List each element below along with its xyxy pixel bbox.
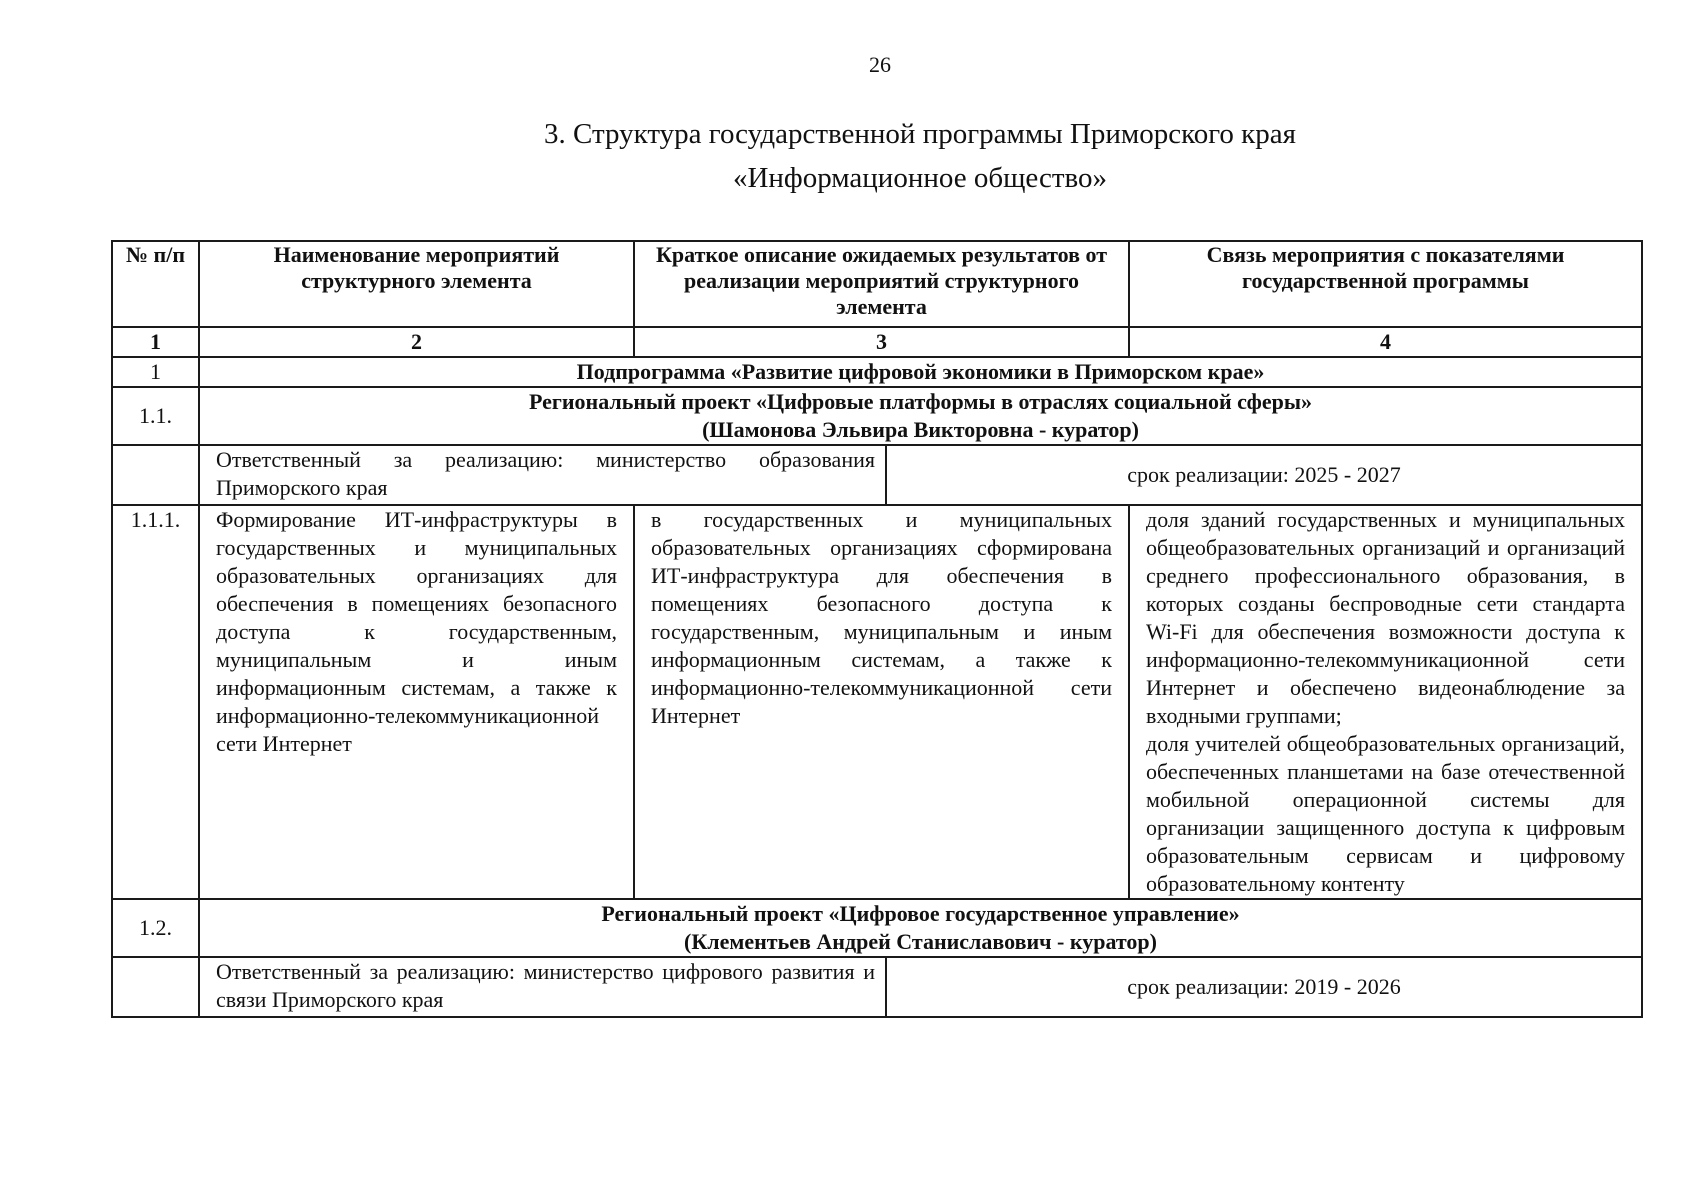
subprogram-title: Подпрограмма «Развитие цифровой экономики в Приморском крае» (199, 357, 1642, 387)
column-number: 3 (634, 327, 1129, 357)
project-name: Региональный проект «Цифровое государственное управление» (601, 901, 1240, 926)
project-curator: (Клементьев Андрей Станиславович - куратор) (684, 929, 1157, 954)
column-number: 1 (112, 327, 199, 357)
responsible-cell (199, 445, 1642, 505)
subprogram-row (112, 357, 1642, 387)
period-text: срок реализации: 2025 - 2027 (1127, 462, 1401, 487)
column-number-row (112, 327, 1642, 357)
project-title (199, 387, 1642, 445)
indicator-text: доля учителей общеобразовательных организаций, обеспеченных планшетами на базе отечественной мобильной операционной системы для организации защищенного доступа к цифровым образовательным сервисам и цифровому образовательному контенту (1146, 731, 1625, 896)
row-number: 1 (112, 357, 199, 387)
header-link: Связь мероприятия с показателями государственной программы (1129, 241, 1642, 327)
indicator-text: доля зданий государственных и муниципальных общеобразовательных организаций и организаций среднего профессионального образования, в которых созданы беспроводные сети стандарта Wi-Fi для обеспечения возможности доступа к информационно-телекоммуникационной сети Интернет и обеспечено видеонаблюдение за входными группами; (1146, 507, 1625, 728)
empty-number-cell (112, 445, 199, 505)
responsible-row (112, 445, 1642, 505)
responsible-text: Ответственный за реализацию: министерство цифрового развития и связи Приморского края (200, 958, 887, 1016)
activity-description: в государственных и муниципальных образовательных организациях сформирована ИТ-инфраструктура для обеспечения в помещениях безопасного доступа к государственным, муниципальным и иным информационным системам, а также к информационно-телекоммуникационной сети Интернет (634, 505, 1129, 899)
document-title: 3. Структура государственной программы Приморского края (544, 118, 1296, 150)
row-number: 1.2. (112, 899, 199, 957)
project-row (112, 387, 1642, 445)
project-row (112, 899, 1642, 957)
activity-name: Формирование ИТ-инфраструктуры в государственных и муниципальных образовательных организациях для обеспечения в помещениях безопасного доступа к государственным, муниципальным и иным информационным системам, а также к информационно-телекоммуникационной сети Интернет (199, 505, 634, 899)
row-number: 1.1. (112, 387, 199, 445)
table-header-row (112, 241, 1642, 327)
responsible-cell (199, 957, 1642, 1017)
header-name: Наименование мероприятий структурного элемента (199, 241, 634, 327)
project-name: Региональный проект «Цифровые платформы в отраслях социальной сферы» (528, 389, 1313, 414)
column-number: 2 (199, 327, 634, 357)
activity-row (112, 505, 1642, 899)
row-number: 1.1.1. (112, 505, 199, 899)
column-number: 4 (1129, 327, 1642, 357)
responsible-text: Ответственный за реализацию: министерство образования Приморского края (200, 446, 887, 504)
empty-number-cell (112, 957, 199, 1017)
header-num: № п/п (112, 241, 199, 327)
responsible-row (112, 957, 1642, 1017)
project-title (199, 899, 1642, 957)
period-text: срок реализации: 2019 - 2026 (1127, 974, 1401, 999)
header-description: Краткое описание ожидаемых результатов от реализации мероприятий структурного элемента (634, 241, 1129, 327)
document-subtitle: «Информационное общество» (732, 162, 1108, 194)
program-structure-table (111, 240, 1643, 1018)
activity-indicators (1129, 505, 1642, 899)
page-number: 26 (869, 52, 891, 77)
project-curator: (Шамонова Эльвира Викторовна - куратор) (702, 417, 1139, 442)
